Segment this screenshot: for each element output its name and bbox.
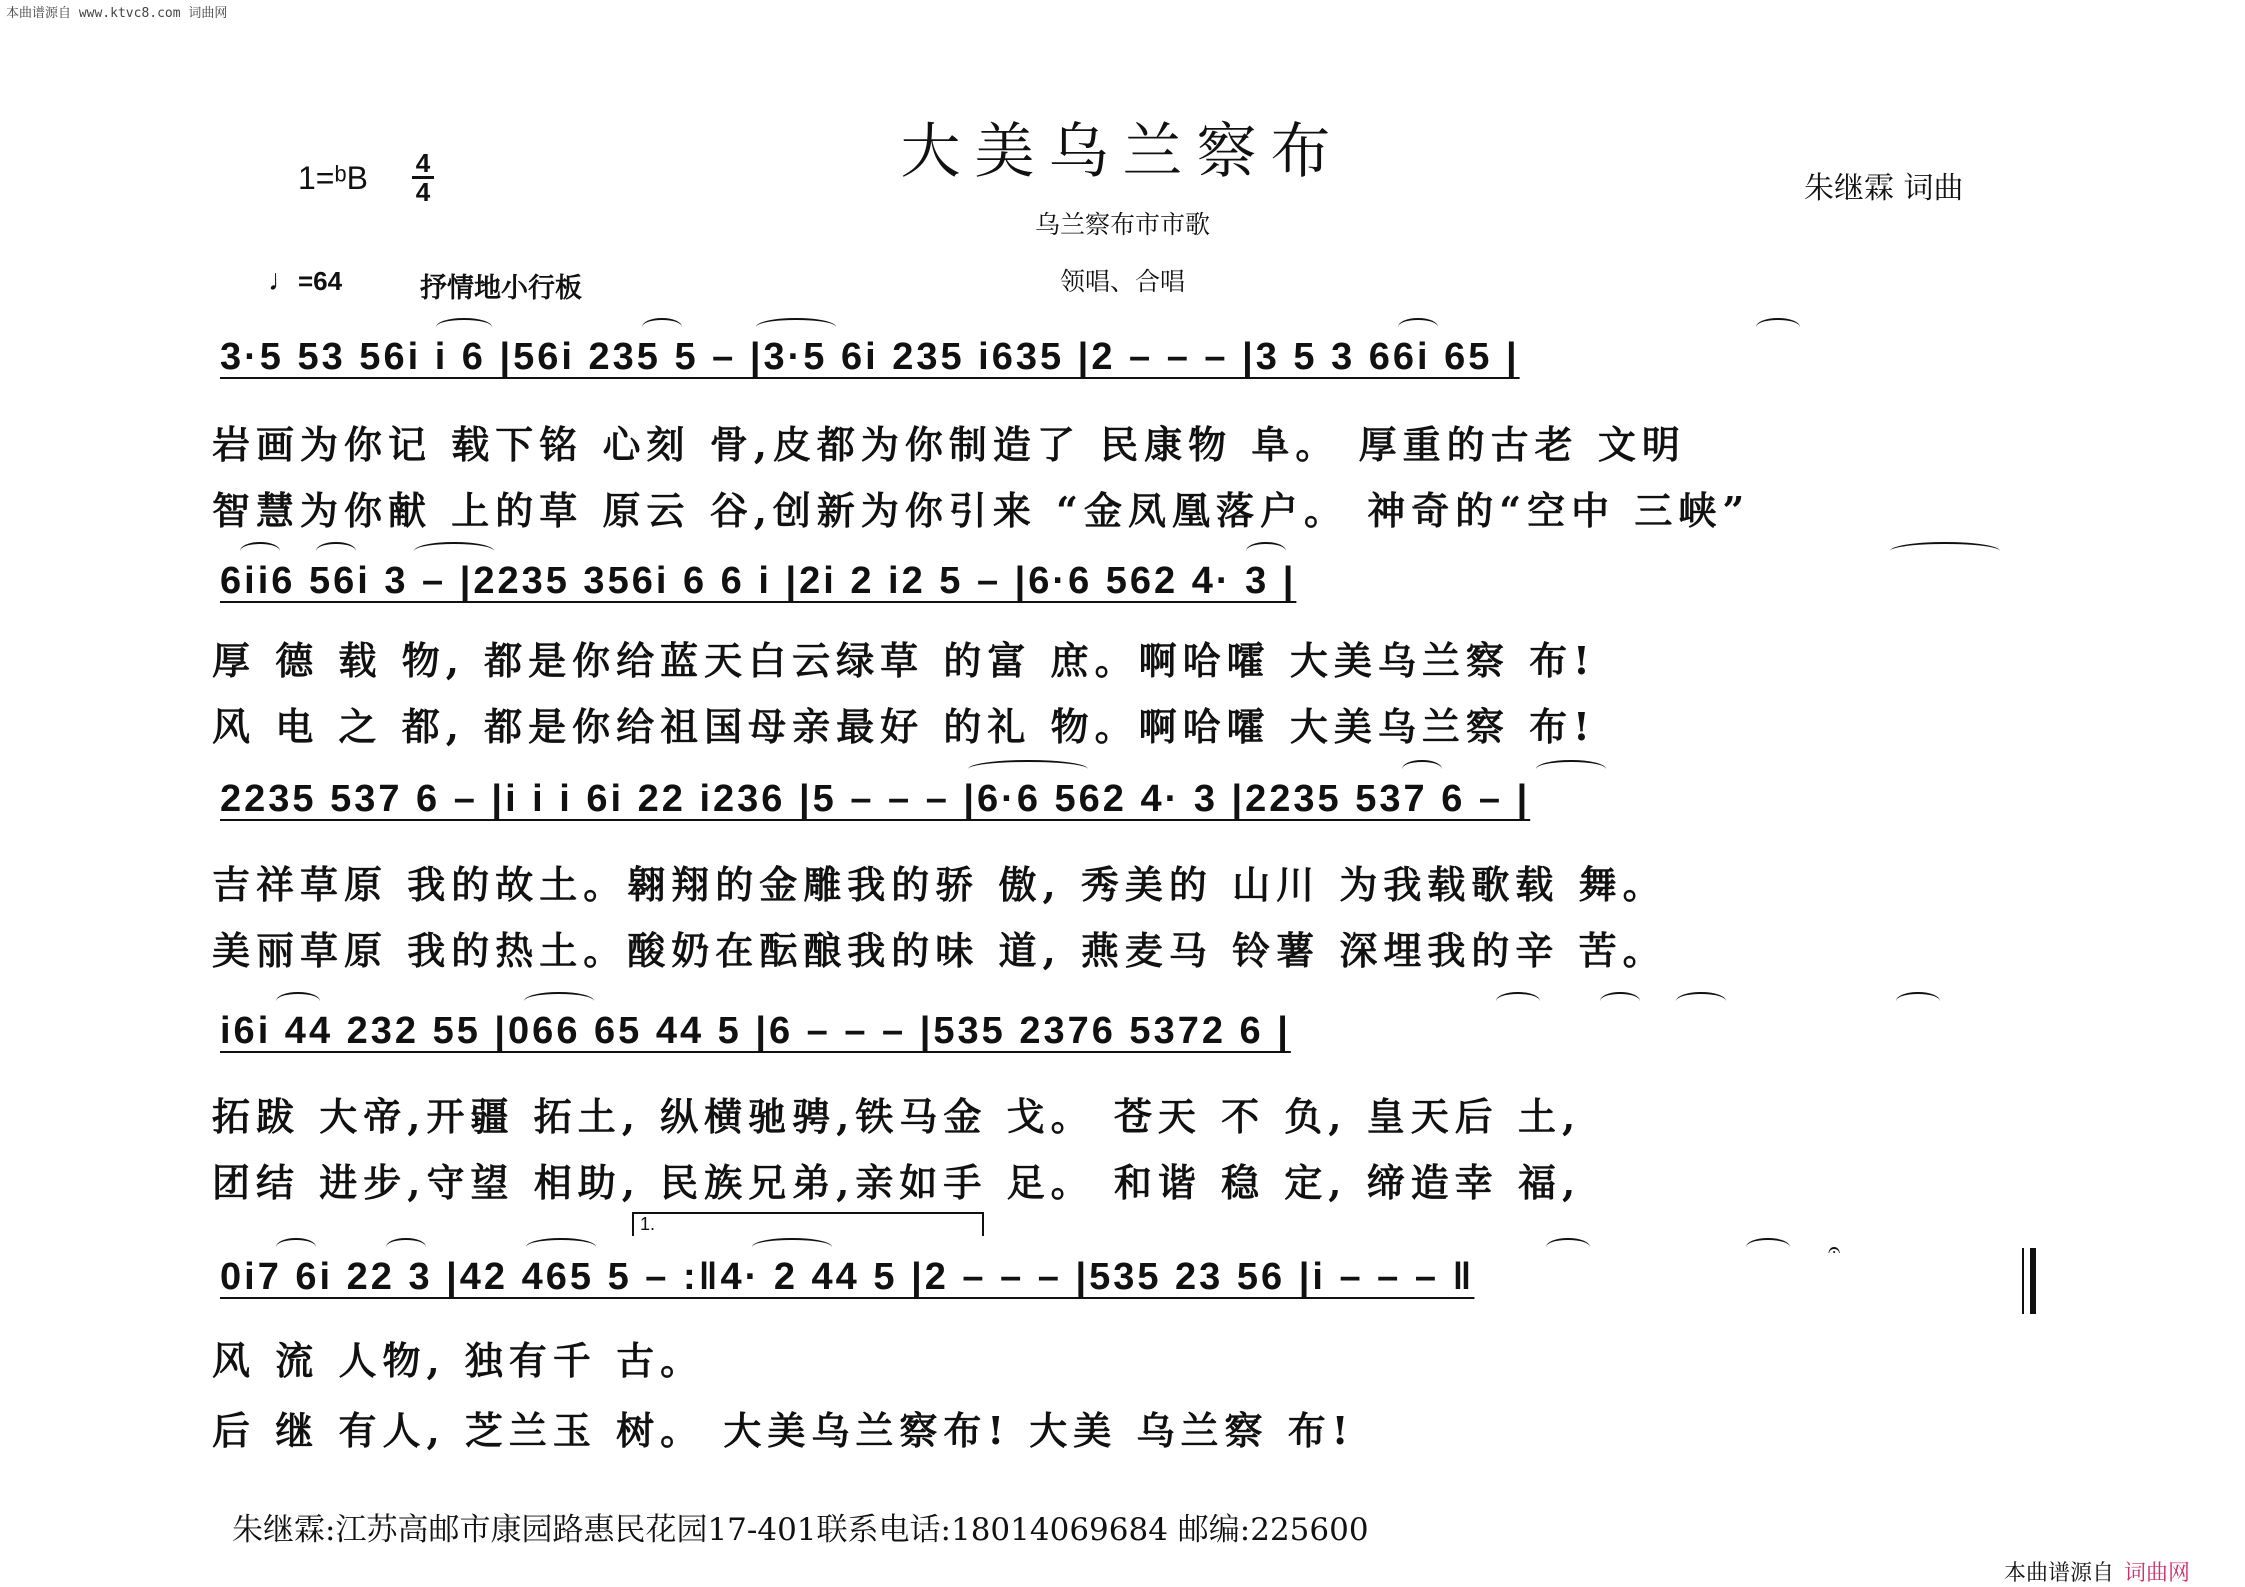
slur-mark <box>1890 542 2000 560</box>
lyrics-line-4-verse-1: 拓跋 大帝,开疆 拓土, 纵横驰骋,铁马金 戈。 苍天 不 负, 皇天后 土, <box>212 1094 1582 1139</box>
slur-mark <box>386 1238 426 1256</box>
bottom-watermark-text: 本曲谱源自 <box>2004 1561 2115 1586</box>
final-barline-thin <box>2022 1248 2024 1314</box>
lyrics-line-3-verse-1: 吉祥草原 我的故土。翱翔的金雕我的骄 傲, 秀美的 山川 为我载歌载 舞。 <box>212 862 1667 907</box>
tempo-value: =64 <box>298 266 343 296</box>
slur-mark <box>1402 760 1442 778</box>
slur-mark <box>756 318 836 336</box>
key-signature: 1=ᵇB <box>298 160 368 196</box>
first-ending-label: 1. <box>640 1214 656 1234</box>
performance-form: 领唱、合唱 <box>1059 267 1185 296</box>
slur-mark <box>1756 318 1800 336</box>
time-signature-top: 4 <box>415 148 431 178</box>
bottom-watermark-site: 词曲网 <box>2124 1561 2191 1586</box>
lyrics-line-1-verse-2: 智慧为你献 上的草 原云 谷,创新为你引来 “金凤凰落户。 神奇的“空中 三峡” <box>212 488 1751 533</box>
notation-line-4: i6i 44 232 55 |066 65 44 5 |6 – – – |535 2376 5372 6 | <box>220 1010 1291 1052</box>
bottom-watermark <box>2004 1556 2190 1587</box>
slur-mark <box>526 1238 596 1256</box>
lyrics-line-2-verse-2: 风 电 之 都, 都是你给祖国母亲最好 的礼 物。啊哈嚯 大美乌兰察 布! <box>212 704 1596 749</box>
tempo-marking <box>268 264 342 298</box>
slur-mark <box>316 542 356 560</box>
top-watermark: 本曲谱源自 www.ktvc8.com 词曲网 <box>6 6 228 21</box>
slur-mark <box>276 992 320 1010</box>
notation-line-5: 0i7 6i 22 3 |42 465 5 – :‖4· 2 44 5 |2 – – – |535 23 56 |i – – – ‖ <box>220 1256 1475 1298</box>
lyrics-line-1-verse-1: 岩画为你记 载下铭 心刻 骨,皮都为你制造了 民康物 阜。 厚重的古老 文明 <box>212 422 1686 467</box>
slur-mark <box>1676 992 1726 1010</box>
slur-mark <box>1600 992 1640 1010</box>
song-subtitle: 乌兰察布市市歌 <box>1034 210 1210 239</box>
slur-mark <box>752 1238 832 1256</box>
lyrics-line-2-verse-1: 厚 德 载 物, 都是你给蓝天白云绿草 的富 庶。啊哈嚯 大美乌兰察 布! <box>212 638 1596 683</box>
composer-credit: 朱继霖 词曲 <box>1804 171 1964 206</box>
notation-line-3: 2235 537 6 – |i i i 6i 22 i236 |5 – – – |6·6 562 4· 3 |2235 537 6 – | <box>220 778 1531 820</box>
final-barline-thick <box>2030 1248 2036 1314</box>
slur-mark <box>642 318 682 336</box>
slur-mark <box>1246 542 1286 560</box>
slur-mark <box>436 318 492 336</box>
slur-mark <box>1398 318 1438 336</box>
first-ending-bracket <box>632 1212 984 1236</box>
slur-mark <box>1546 1238 1590 1256</box>
slur-mark <box>276 1238 316 1256</box>
slur-mark <box>240 542 280 560</box>
slur-mark <box>1536 760 1606 778</box>
time-signature-bottom: 4 <box>415 177 431 207</box>
expression-marking: 抒情地小行板 <box>420 273 582 304</box>
slur-mark <box>414 542 494 560</box>
quarter-note-icon: ♩ <box>268 264 298 297</box>
slur-mark <box>968 760 1088 778</box>
lyrics-line-4-verse-2: 团结 进步,守望 相助, 民族兄弟,亲如手 足。 和谐 稳 定, 缔造幸 福, <box>212 1160 1582 1205</box>
slur-mark <box>1896 992 1940 1010</box>
slur-mark <box>1746 1238 1790 1256</box>
lyrics-line-5-verse-2: 后 继 有人, 芝兰玉 树。 大美乌兰察布! 大美 乌兰察 布! <box>212 1408 1355 1453</box>
slur-mark <box>1496 992 1540 1010</box>
notation-line-1: 3·5 53 56i i 6 |56i 235 5 – |3·5 6i 235 i635 |2 – – – |3 5 3 66i 65 | <box>220 336 1520 378</box>
fermata-icon: 𝄐 <box>1828 1238 1841 1263</box>
time-signature <box>410 150 436 205</box>
song-title: 大美乌兰察布 <box>900 117 1345 187</box>
contact-info: 朱继霖:江苏高邮市康园路惠民花园17-401联系电话:18014069684 邮编:225600 <box>232 1512 1369 1548</box>
lyrics-line-3-verse-2: 美丽草原 我的热土。酸奶在酝酿我的味 道, 燕麦马 铃薯 深埋我的辛 苦。 <box>212 928 1667 973</box>
lyrics-line-5-verse-1: 风 流 人物, 独有千 古。 <box>212 1338 705 1383</box>
notation-line-2: 6ii6 56i 3 – |2235 356i 6 6 i |2i 2 i2 5 – |6·6 562 4· 3 | <box>220 560 1297 602</box>
slur-mark <box>524 992 594 1010</box>
